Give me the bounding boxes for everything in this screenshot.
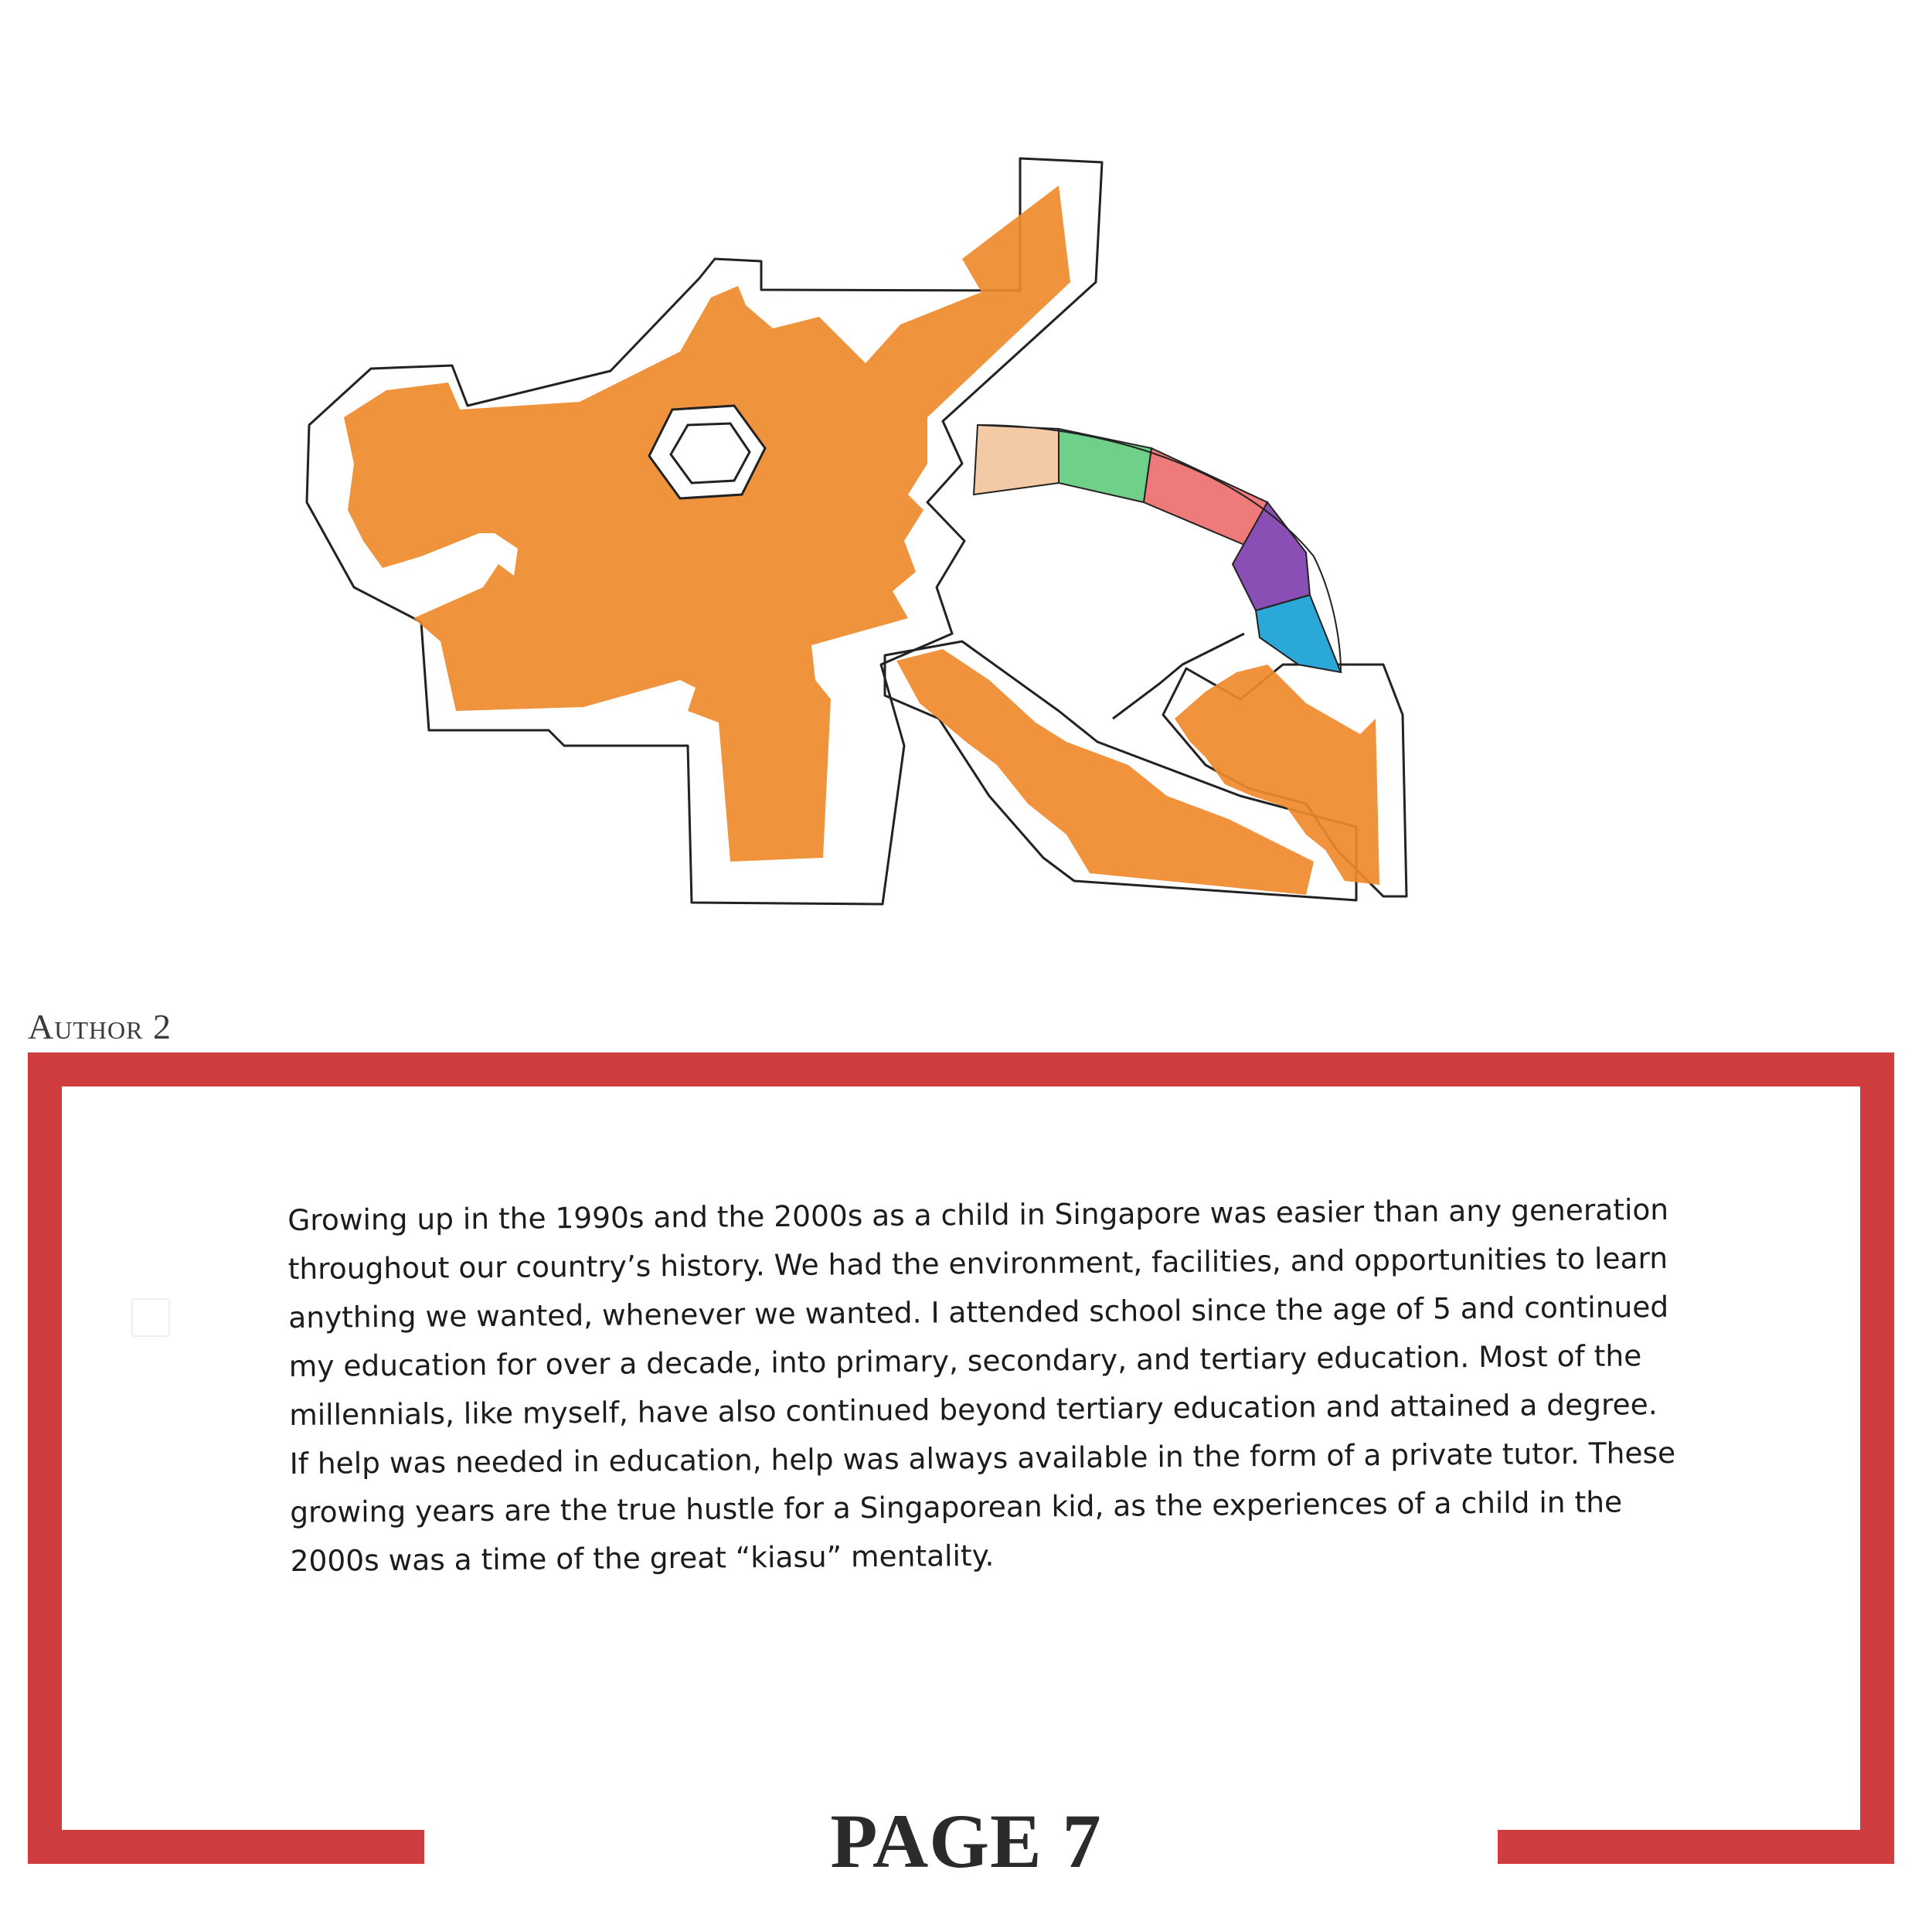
checkbox[interactable]: [131, 1298, 170, 1337]
body-fill: [344, 185, 1070, 862]
frame-top-bar: [28, 1052, 1894, 1086]
body-paragraph: Growing up in the 1990s and the 2000s as a child in Singapore was easier than any generation throughout our country’s history. We had the environment, facilities, and opportunities to learn anything we wanted, whenever we wanted. I attended school since the age of 5 and continued my education for over a decade, into primary, secondary, and tertiary education. Most of the millennials, like myself, have also continued beyond tertiary education and attained a degree. If help was needed in education, help was always available in the form of a private tutor. These growing years are the true hustle for a Singaporean kid, as the experiences of a child in the 2000s was a time of the great “kiasu” mentality.: [287, 1192, 1676, 1578]
frame-right-bar: [1860, 1052, 1894, 1864]
frame-left-bar: [28, 1052, 62, 1864]
rainbow-tail: [974, 425, 1341, 672]
author-label: Author 2: [28, 1007, 172, 1046]
page-number: PAGE 7: [830, 1798, 1102, 1884]
